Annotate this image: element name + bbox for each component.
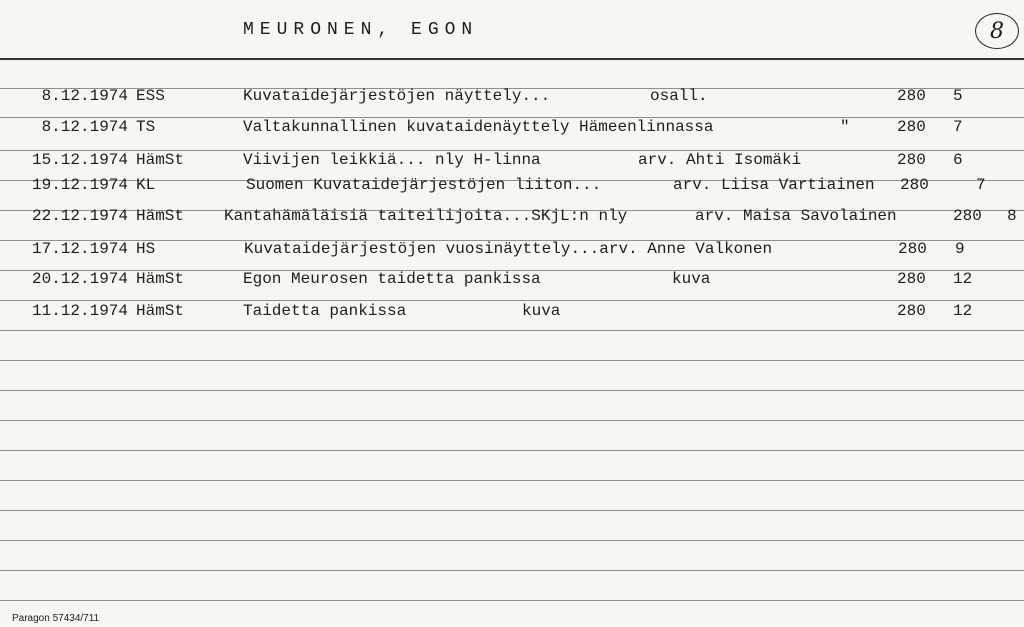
ruled-line — [0, 360, 1024, 361]
ruled-line — [0, 450, 1024, 451]
ruled-line — [0, 390, 1024, 391]
entry-page: 8 — [1007, 207, 1017, 225]
entry-page: 9 — [955, 240, 965, 258]
entry-source: HämSt — [136, 302, 185, 320]
entry-page: 6 — [953, 151, 963, 169]
ruled-line — [0, 510, 1024, 511]
entry-code: 280 — [953, 207, 982, 225]
entry-source: TS — [136, 118, 156, 136]
entry-source: KL — [136, 176, 156, 194]
entry-source: HämSt — [136, 270, 185, 288]
entry-date: 8.12.1974 — [41, 118, 128, 136]
entry-page: 5 — [953, 87, 963, 105]
entry-date: 17.12.1974 — [31, 240, 128, 258]
entry-note: " — [840, 118, 850, 136]
header-rule — [0, 58, 1024, 60]
entry-title: Viivijen leikkiä... nly H-linna — [243, 151, 541, 169]
card-number-circle — [975, 13, 1019, 49]
entry-note: arv. Maisa Savolainen — [695, 207, 897, 225]
entry-title: Kuvataidejärjestöjen vuosinäyttely...arv. Anne Valkonen — [244, 240, 773, 258]
entry-note: kuva — [672, 270, 711, 288]
entry-source: HämSt — [136, 151, 185, 169]
entry-date: 11.12.1974 — [31, 302, 128, 320]
ruled-line — [0, 330, 1024, 331]
entry-page: 12 — [953, 302, 973, 320]
entry-title: Kuvataidejärjestöjen näyttely... — [243, 87, 551, 105]
ruled-line — [0, 570, 1024, 571]
entry-source: HS — [136, 240, 156, 258]
ruled-line — [0, 600, 1024, 601]
entry-note: kuva — [522, 302, 561, 320]
entry-page: 7 — [953, 118, 963, 136]
entry-page: 12 — [953, 270, 973, 288]
card-heading: MEURONEN, EGON — [243, 20, 479, 40]
entry-note: arv. Liisa Vartiainen — [673, 176, 875, 194]
entry-title: Taidetta pankissa — [243, 302, 407, 320]
entry-date: 20.12.1974 — [31, 270, 128, 288]
entry-code: 280 — [897, 270, 926, 288]
entry-note: arv. Ahti Isomäki — [638, 151, 802, 169]
entry-title: Egon Meurosen taidetta pankissa — [243, 270, 541, 288]
ruled-line — [0, 480, 1024, 481]
entry-date: 15.12.1974 — [31, 151, 128, 169]
entry-title: Kantahämäläisiä taiteilijoita...SKjL:n nly — [224, 207, 628, 225]
entry-source: HämSt — [136, 207, 185, 225]
entry-code: 280 — [897, 87, 926, 105]
entry-title: Suomen Kuvataidejärjestöjen liiton... — [246, 176, 602, 194]
entry-code: 280 — [897, 302, 926, 320]
entry-note: osall. — [650, 87, 708, 105]
card-number: 8 — [990, 18, 1004, 44]
ruled-line — [0, 540, 1024, 541]
entry-code: 280 — [897, 118, 926, 136]
entry-page: 7 — [976, 176, 986, 194]
entry-date: 8.12.1974 — [41, 87, 128, 105]
ruled-line — [0, 300, 1024, 301]
footer-print: Paragon 57434/711 — [12, 613, 100, 624]
entry-code: 280 — [898, 240, 927, 258]
entry-code: 280 — [897, 151, 926, 169]
entry-date: 19.12.1974 — [31, 176, 128, 194]
entry-date: 22.12.1974 — [31, 207, 128, 225]
entry-code: 280 — [900, 176, 929, 194]
entry-title: Valtakunnallinen kuvataidenäyttely Hämeenlinnassa — [243, 118, 714, 136]
ruled-line — [0, 420, 1024, 421]
entry-source: ESS — [136, 87, 165, 105]
